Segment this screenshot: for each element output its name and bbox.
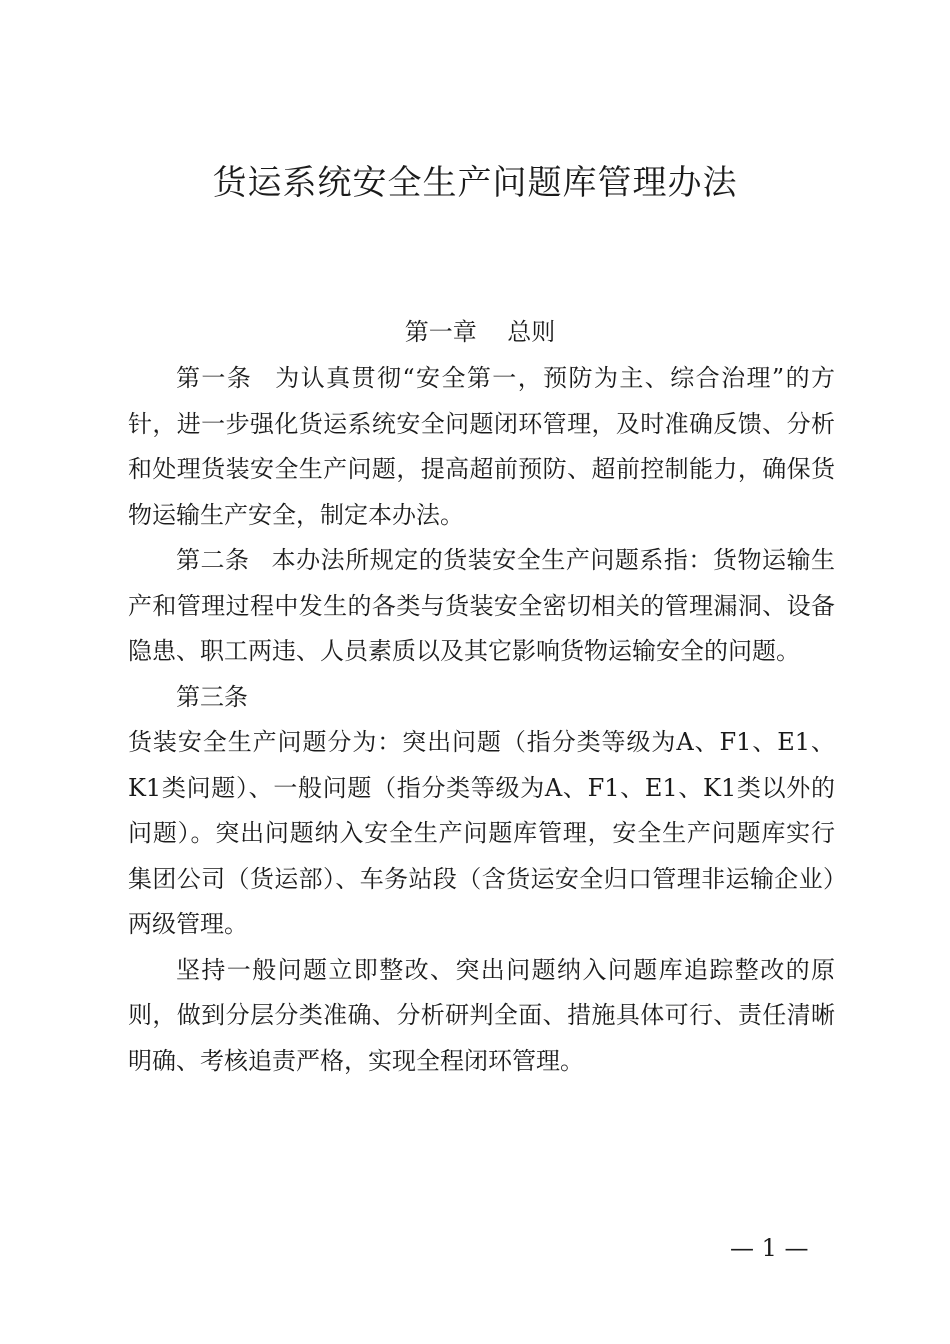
article-1-text: 为认真贯彻“安全第一，预防为主、综合治理”的方针，进一步强化货运系统安全问题闭环管理，及时准确反馈、分析和处理货装安全生产问题，提高超前预防、超前控制能力，确保货物运输生产安全，制定本办法。 [128,364,836,529]
document-title: 货运系统安全生产问题库管理办法 [212,163,738,203]
article-2-label: 第二条 [176,546,250,574]
article-2-text: 本办法所规定的货装安全生产问题系指：货物运输生产和管理过程中发生的各类与货装安全密切相关的管理漏洞、设备隐患、职工两违、人员素质以及其它影响货物运输安全的问题。 [128,546,835,665]
article-3-text: 货装安全生产问题分为：突出问题（指分类等级为A、F1、E1、K1类问题）、一般问题（指分类等级为A、F1、E1、K1类以外的问题）。突出问题纳入安全生产问题库管理，安全生产问题库实行集团公司（货运部）、车务站段（含货运安全归口管理非运输企业）两级管理。 [128,728,835,938]
chapter-heading: 第一章 总则 [404,318,556,346]
page-number: — 1 — [730,1234,809,1262]
article-1-label: 第一条 [176,364,253,392]
article-3-label: 第三条 [176,682,248,711]
article-1 [128,356,835,538]
document-body [128,356,835,1084]
article-2 [128,538,835,675]
closing-paragraph: 坚持一般问题立即整改、突出问题纳入问题库追踪整改的原则，做到分层分类准确、分析研判全面、措施具体可行、责任清晰明确、考核追责严格，实现全程闭环管理。 [128,955,835,1075]
